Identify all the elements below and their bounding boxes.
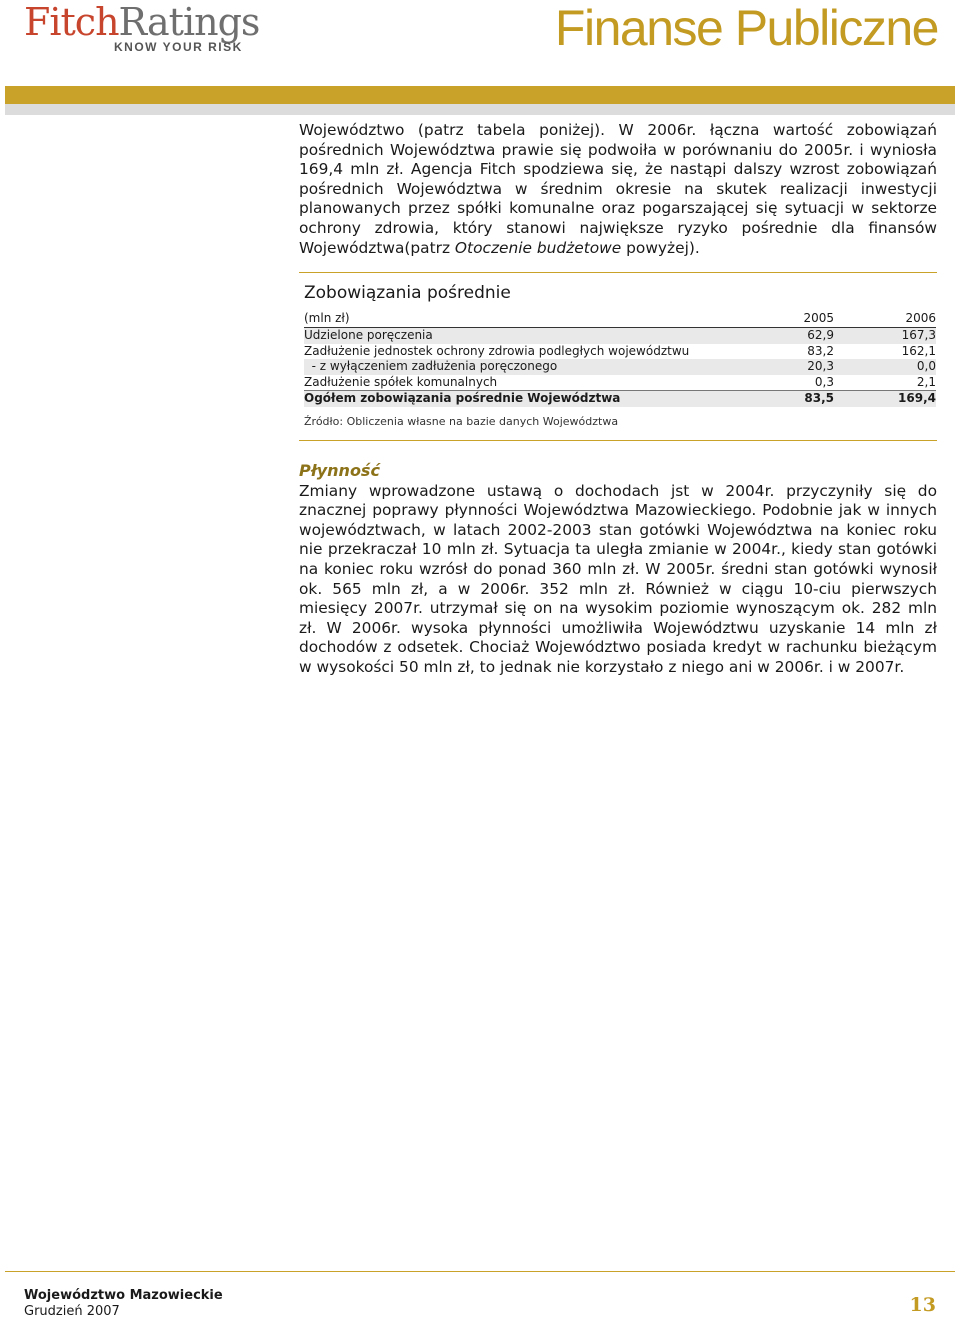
table-source-note: Źródło: Obliczenia własne na bazie danych Województwa (304, 414, 619, 428)
table-title: Zobowiązania pośrednie (304, 283, 511, 304)
row-value-2006: 2,1 (834, 375, 936, 391)
intro-text: Województwo (patrz tabela poniżej). W 2006r. łączna wartość zobowiązań pośrednich Województwa prawie się podwoiła w porównaniu do 2005r. i wyniosła 169,4 mln zł. Agencja Fitch spodziewa się, że nastąpi dalszy wzrost zobowiązań pośrednich Województwa w średnim okresie na skutek realizacji inwestycji planowanych przez spółki komunalne oraz pogarszającej się sytuacji w sektorze ochrony zdrowia, który stanowi największe ryzyko pośrednie dla finansów Województwa(patrz (299, 121, 937, 257)
page-number: 13 (909, 1294, 936, 1316)
row-label: Udzielone poręczenia (304, 328, 764, 344)
table-row (304, 359, 936, 375)
row-label: Zadłużenie jednostek ochrony zdrowia podległych województwu (304, 343, 690, 358)
logo-wordmark (24, 0, 259, 44)
column-header-2006: 2006 (834, 310, 936, 328)
page-header-title: Finanse Publiczne (554, 0, 938, 56)
table-row (304, 328, 936, 344)
row-value-2005: 62,9 (764, 328, 834, 344)
table-total-row (304, 391, 936, 407)
indirect-liabilities-box (299, 272, 937, 441)
table-header-row (304, 310, 936, 328)
row-value-2005: 83,5 (764, 391, 834, 407)
footer-document-title: Województwo Mazowieckie (24, 1288, 223, 1303)
logo-ratings-text: Ratings (118, 0, 260, 44)
row-value-2005: 0,3 (764, 375, 834, 391)
logo-tagline: KNOW YOUR RISK (114, 40, 243, 54)
row-label: - z wyłączeniem zadłużenia poręczonego (304, 359, 764, 375)
row-label: Zadłużenie spółek komunalnych (304, 375, 764, 391)
row-value-2006: 169,4 (834, 391, 936, 407)
logo-fitch-text: Fitch (24, 0, 119, 44)
row-value-2006: 162,1 (901, 343, 936, 358)
fitch-ratings-logo (24, 0, 259, 54)
row-value-2006: 167,3 (834, 328, 936, 344)
indirect-liabilities-table (304, 310, 936, 407)
row-value-2005: 83,2 (807, 343, 834, 358)
intro-text-end: powyżej). (621, 238, 700, 257)
table-row (304, 375, 936, 391)
header-grey-band (5, 104, 955, 115)
table-row (304, 344, 936, 360)
row-value-2005: 20,3 (764, 359, 834, 375)
intro-italic-reference: Otoczenie budżetowe (454, 238, 622, 257)
row-value-2006: 0,0 (834, 359, 936, 375)
intro-paragraph (299, 121, 937, 258)
footer-date: Grudzień 2007 (24, 1304, 120, 1319)
liquidity-heading: Płynność (299, 460, 380, 480)
header-gold-band (5, 86, 955, 104)
column-header-2005: 2005 (764, 310, 834, 328)
footer-divider (5, 1271, 955, 1272)
row-label: Ogółem zobowiązania pośrednie Województwa (304, 391, 764, 407)
liquidity-paragraph: Zmiany wprowadzone ustawą o dochodach jst w 2004r. przyczyniły się do znacznej poprawy płynności Województwa Mazowieckiego. Podobnie jak w innych województwach, w latach 2002-2003 stan gotówki Województwa na koniec roku nie przekraczał 10 mln zł. Sytuacja ta uległa zmianie w 2004r., kiedy stan gotówki na koniec roku wzrósł do ponad 360 mln zł. W 2005r. średni stan gotówki wynosił ok. 565 mln zł, a w 2006r. 352 mln zł. Również w ciągu 10-ciu pierwszych miesięcy 2007r. utrzymał się on na wysokim poziomie wynoszącym ok. 282 mln zł. W 2006r. wysoka płynności umożliwiła Województwu uzyskanie 14 mln zł dochodów z odsetek. Chociaż Województwo posiada kredyt w rachunku bieżącym w wysokości 50 mln zł, to jednak nie korzystało z niego ani w 2006r. i w 2007r. (299, 481, 937, 676)
main-content (299, 121, 937, 678)
table-unit-label: (mln zł) (304, 310, 764, 328)
